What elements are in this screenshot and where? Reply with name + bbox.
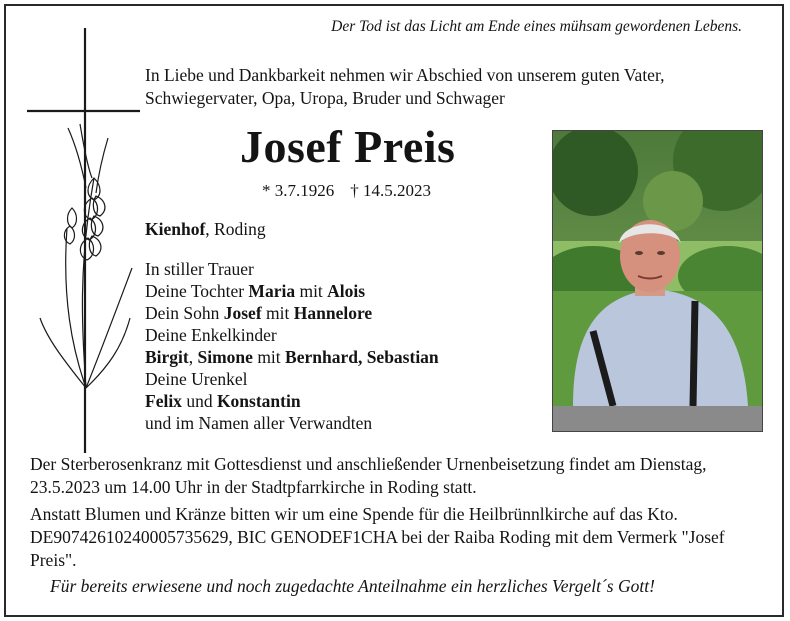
mourners-line: [145, 280, 439, 302]
mourner-name: Simone: [197, 347, 253, 367]
mourners-line: In stiller Trauer: [145, 259, 254, 279]
mourner-name: Alois: [327, 281, 366, 301]
mourner-name: Bernhard, Sebastian: [285, 347, 439, 367]
life-dates: [262, 181, 431, 201]
relation-text: Deine Tochter: [145, 281, 249, 301]
motto: Der Tod ist das Licht am Ende eines mühsam gewordenen Lebens.: [331, 18, 742, 35]
mourner-name: Birgit: [145, 347, 189, 367]
relation-text: mit: [252, 347, 286, 367]
death-date: † 14.5.2023: [350, 181, 431, 200]
residence: [145, 219, 266, 240]
mourners-line: [145, 302, 439, 324]
relation-text: und: [181, 391, 217, 411]
mourner-name: Konstantin: [216, 391, 301, 411]
mourner-name: Josef: [223, 303, 262, 323]
residence-farm: Kienhof: [145, 219, 206, 239]
funeral-notice: Der Sterberosenkranz mit Gottesdienst und anschließender Urnenbeisetzung findet am Dienstag, 23.5.2023 um 14.00 Uhr in der Stadtpfarrkirche in Roding statt.: [30, 454, 707, 497]
mourners-line: [145, 390, 439, 412]
deceased-name: Josef Preis: [240, 121, 456, 172]
residence-town: , Roding: [205, 219, 266, 239]
relation-text: mit: [261, 303, 294, 323]
birth-date: * 3.7.1926: [262, 181, 335, 200]
intro-text: In Liebe und Dankbarkeit nehmen wir Abschied von unserem guten Vater, Schwiegervater, Opa, Uropa, Bruder und Schwager: [145, 65, 665, 108]
mourners-line: und im Namen aller Verwandten: [145, 413, 373, 433]
mourners-line: Deine Urenkel: [145, 369, 248, 389]
mourner-name: Maria: [248, 281, 296, 301]
mourners-list: [145, 258, 439, 434]
relation-text: ,: [188, 347, 198, 367]
relation-text: Dein Sohn: [145, 303, 224, 323]
mourner-name: Felix: [145, 391, 182, 411]
portrait-photo: [552, 130, 763, 432]
donation-request: Anstatt Blumen und Kränze bitten wir um eine Spende für die Heilbrünnlkirche auf das Kto. DE90742610240005735629, BIC GENODEF1CHA bei der Raiba Roding mit dem Vermerk "Josef Preis".: [30, 504, 725, 570]
mourners-line: [145, 346, 439, 368]
cross-with-wheat-icon: [22, 28, 142, 453]
relation-text: mit: [295, 281, 328, 301]
mourners-line: Deine Enkelkinder: [145, 325, 277, 345]
closing-thanks: Für bereits erwiesene und noch zugedachte Anteilnahme ein herzliches Vergelt´s Gott!: [50, 576, 655, 596]
mourner-name: Hannelore: [293, 303, 373, 323]
